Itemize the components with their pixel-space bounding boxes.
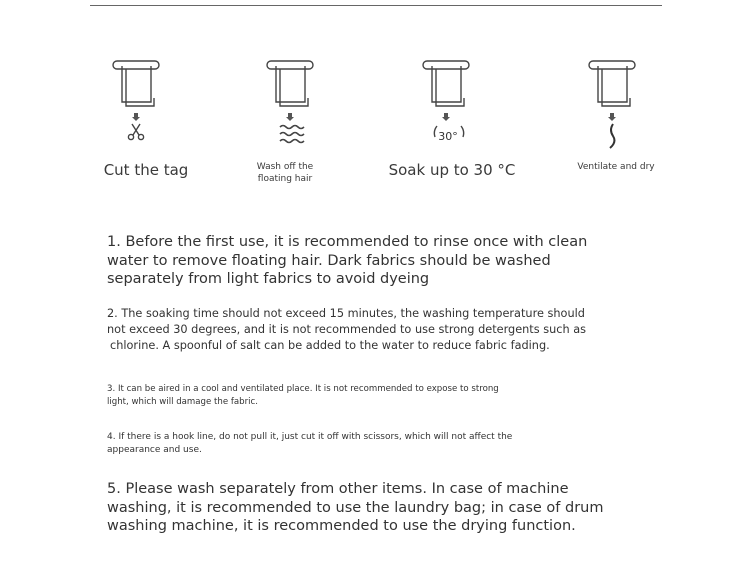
care-step-label: Wash off the floating hair xyxy=(256,162,314,184)
instruction-3: 3. It can be aired in a cool and ventilated place. It is not recommended to expose to strong light, which will damage the fabric. xyxy=(107,384,499,407)
care-step-dry xyxy=(586,58,638,150)
towel-rack-icon xyxy=(586,58,638,150)
towel-rack-icon xyxy=(420,58,476,150)
care-step-label: Soak up to 30 °C xyxy=(388,161,516,179)
instruction-2: 2. The soaking time should not exceed 15 minutes, the washing temperature should not exceed 30 degrees, and it is not recommended to use strong detergents such as chlorine. A spoonful of salt can be added to the water to reduce fabric fading. xyxy=(107,307,587,352)
instruction-4: 4. If there is a hook line, do not pull it, just cut it off with scissors, which will not affect the appearance and use. xyxy=(107,432,513,455)
towel-rack-icon xyxy=(264,58,316,150)
temperature-value: 30° xyxy=(438,130,458,143)
wave-lines-icon xyxy=(280,126,304,143)
temperature-icon xyxy=(434,126,463,143)
towel-rack-icon xyxy=(110,58,162,150)
care-step-wash-hair xyxy=(264,58,316,150)
care-step-label: Ventilate and dry xyxy=(577,162,655,172)
care-step-soak xyxy=(420,58,476,150)
instruction-5: 5. Please wash separately from other items. In case of machine washing, it is recommended to use the laundry bag; in case of drum washing machine, it is recommended to use the drying function. xyxy=(107,481,604,534)
care-step-label: Cut the tag xyxy=(103,161,189,179)
top-divider xyxy=(90,5,662,6)
scissors-icon xyxy=(128,124,143,140)
instruction-1: 1. Before the first use, it is recommended to rinse once with clean water to remove floating hair. Dark fabrics should be washed separately from light fabrics to avoid dyeing xyxy=(107,234,588,287)
hook-icon xyxy=(610,124,614,148)
care-step-cut-tag xyxy=(110,58,162,150)
